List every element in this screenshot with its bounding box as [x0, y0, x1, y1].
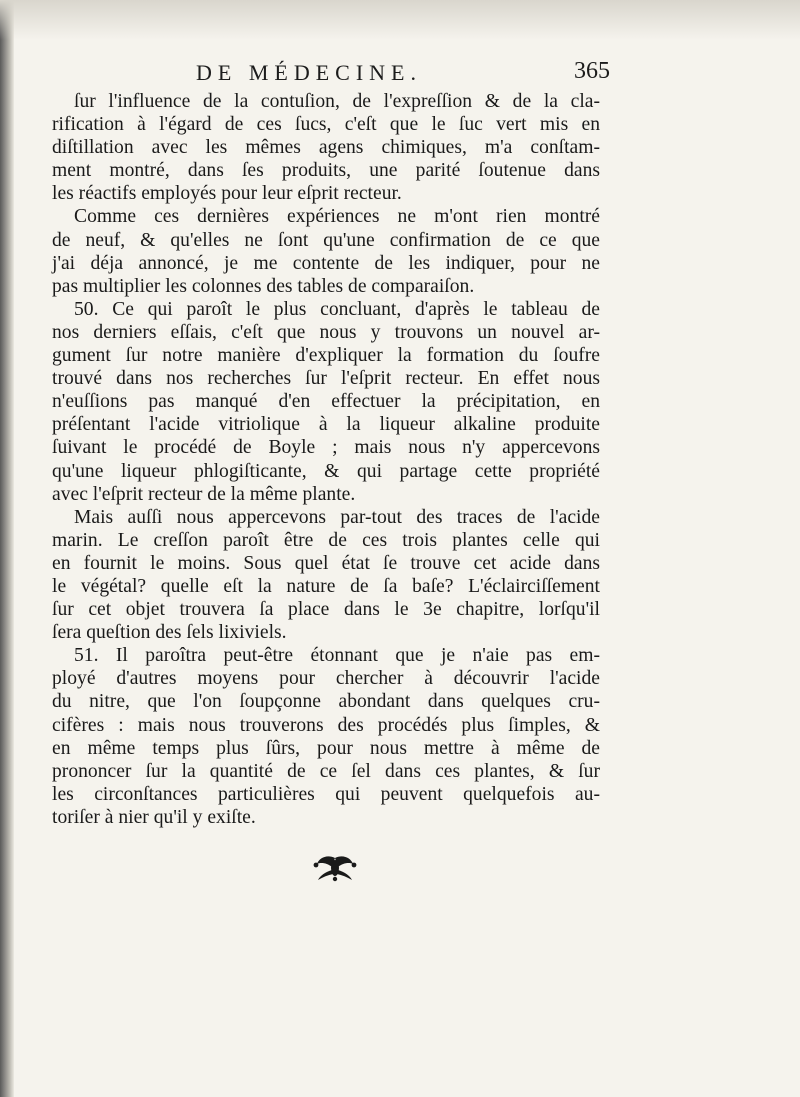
paragraph	[52, 506, 600, 645]
text-line: de neuf, & qu'elles ne ſont qu'une confirmation de ce que	[52, 229, 600, 251]
text-line: ſuivant le procédé de Boyle ; mais nous n'y appercevons	[52, 437, 600, 459]
text-line: avec l'eſprit recteur de la même plante.	[52, 483, 356, 505]
text-line: les réactifs employés pour leur eſprit recteur.	[52, 183, 402, 205]
paragraph	[52, 205, 600, 297]
running-head: DE MÉDECINE.	[196, 60, 422, 85]
text-line: ſur cet objet trouvera ſa place dans le 3e chapitre, lorſqu'il	[52, 599, 600, 621]
text-line: rification à l'égard de ces ſucs, c'eſt que le ſuc vert mis en	[52, 114, 600, 136]
text-line: j'ai déja annoncé, je me contente de les indiquer, pour ne	[52, 252, 600, 274]
page-shading	[0, 0, 800, 40]
text-line: ployé d'autres moyens pour chercher à découvrir l'acide	[52, 668, 600, 690]
fleuron-icon	[313, 852, 357, 882]
paragraph	[52, 644, 600, 829]
text-line: marin. Le creſſon paroît être de ces trois plantes celle qui	[52, 529, 600, 551]
text-line: Comme ces dernières expériences ne m'ont rien montré	[74, 206, 600, 228]
text-line: nos derniers eſſais, c'eſt que nous y trouvons un nouvel ar-	[52, 321, 600, 343]
text-line: du nitre, que l'on ſoupçonne abondant dans quelques cru-	[52, 691, 600, 713]
text-line: 51. Il paroîtra peut-être étonnant que je n'aie pas em-	[74, 645, 600, 667]
text-line: diſtillation avec les mêmes agens chimiques, m'a conſtam-	[52, 137, 600, 159]
text-line: qu'une liqueur phlogiſticante, & qui partage cette propriété	[52, 460, 600, 482]
text-line: ment montré, dans ſes produits, une parité ſoutenue dans	[52, 160, 600, 182]
page-number: 365	[574, 58, 610, 84]
text-line: ſera queſtion des ſels lixiviels.	[52, 622, 287, 644]
text-line: cifères : mais nous trouverons des procédés plus ſimples, &	[52, 714, 600, 736]
text-line: le végétal? quelle eſt la nature de ſa baſe? L'éclairciſſement	[52, 575, 600, 597]
text-line: en même temps plus ſûrs, pour nous mettre à même de	[52, 737, 600, 759]
text-line: Mais auſſi nous appercevons par-tout des traces de l'acide	[74, 506, 600, 528]
text-line: gument ſur notre manière d'expliquer la formation du ſoufre	[52, 345, 600, 367]
text-line: ſur l'influence de la contuſion, de l'expreſſion & de la cla-	[74, 91, 600, 112]
text-line: les circonſtances particulières qui peuvent quelquefois au-	[52, 783, 600, 805]
paragraph	[52, 298, 600, 506]
body-text	[52, 90, 600, 829]
text-line: 50. Ce qui paroît le plus concluant, d'après le tableau de	[74, 298, 600, 320]
text-line: prononcer ſur la quantité de ce ſel dans ces plantes, & ſur	[52, 760, 600, 782]
paragraph	[52, 90, 600, 205]
text-line: toriſer à nier qu'il y exiſte.	[52, 806, 256, 828]
text-line: préſentant l'acide vitriolique à la liqueur alkaline produite	[52, 414, 600, 436]
text-line: trouvé dans nos recherches ſur l'eſprit recteur. En effet nous	[52, 368, 600, 390]
text-line: pas multiplier les colonnes des tables de comparaiſon.	[52, 275, 475, 297]
binding-gutter	[0, 0, 14, 1097]
text-line: en fournit le moins. Sous quel état ſe trouve cet acide dans	[52, 552, 600, 574]
text-line: n'euſſions pas manqué d'en effectuer la précipitation, en	[52, 391, 600, 413]
page-header	[196, 58, 610, 94]
